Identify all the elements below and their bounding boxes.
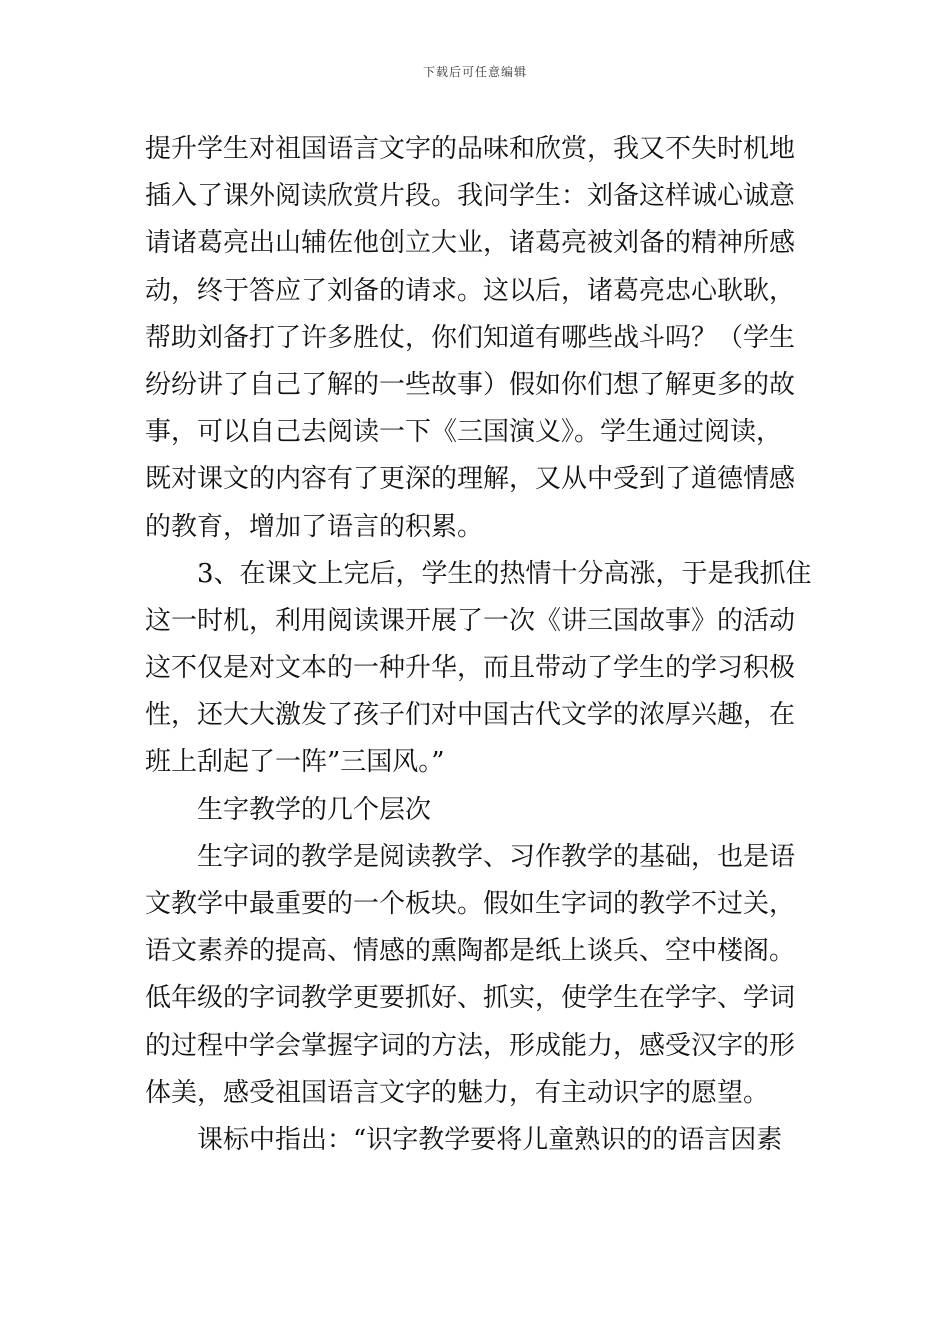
page-header: 下载后可任意编辑 xyxy=(422,65,527,79)
text-line: 低年级的字词教学更要抓好、抓实，使学生在学字、学词 xyxy=(145,983,796,1014)
text-line: 动，终于答应了刘备的请求。这以后，诸葛亮忠心耿耿， xyxy=(145,275,796,306)
text-line: 班上刮起了一阵”三国风。” xyxy=(145,747,445,778)
text-line: 这一时机，利用阅读课开展了一次《讲三国故事》的活动 xyxy=(145,605,796,636)
text-line: 文教学中最重要的一个板块。假如生字词的教学不过关， xyxy=(145,889,796,919)
text-line: 体美，感受祖国语言文字的魅力，有主动识字的愿望。 xyxy=(145,1077,770,1108)
text-line: 语文素养的提高、情感的熏陶都是纸上谈兵、空中楼阁。 xyxy=(145,936,796,967)
text-line: 性，还大大激发了孩子们对中国古代文学的浓厚兴趣，在 xyxy=(145,700,796,731)
text-line: 纷纷讲了自己了解的一些故事）假如你们想了解更多的故 xyxy=(145,369,796,400)
paragraph-start-line: 3、在课文上完后，学生的热情十分高涨，于是我抓住 xyxy=(197,558,812,589)
text-line: 的过程中学会掌握字词的方法，形成能力，感受汉字的形 xyxy=(145,1030,796,1061)
text-line: 帮助刘备打了许多胜仗，你们知道有哪些战斗吗？（学生 xyxy=(145,322,796,353)
text-line: 插入了课外阅读欣赏片段。我问学生：刘备这样诚心诚意 xyxy=(145,181,796,212)
text-line: 的教育，增加了语言的积累。 xyxy=(145,511,484,542)
text-line: 事，可以自己去阅读一下《三国演义》。学生通过阅读， xyxy=(145,417,783,448)
text-line: 既对课文的内容有了更深的理解，又从中受到了道德情感 xyxy=(145,464,796,495)
paragraph-start-line: 课标中指出：“识字教学要将儿童熟识的的语言因素 xyxy=(197,1124,783,1155)
section-heading: 生字教学的几个层次 xyxy=(197,794,432,825)
text-line: 请诸葛亮出山辅佐他创立大业，诸葛亮被刘备的精神所感 xyxy=(145,228,796,259)
text-line: 这不仅是对文本的一种升华，而且带动了学生的学习积极 xyxy=(145,653,796,684)
paragraph-start-line: 生字词的教学是阅读教学、习作教学的基础，也是语 xyxy=(197,841,796,872)
text-line: 提升学生对祖国语言文字的品味和欣赏，我又不失时机地 xyxy=(145,134,796,164)
document-body xyxy=(145,126,810,1164)
